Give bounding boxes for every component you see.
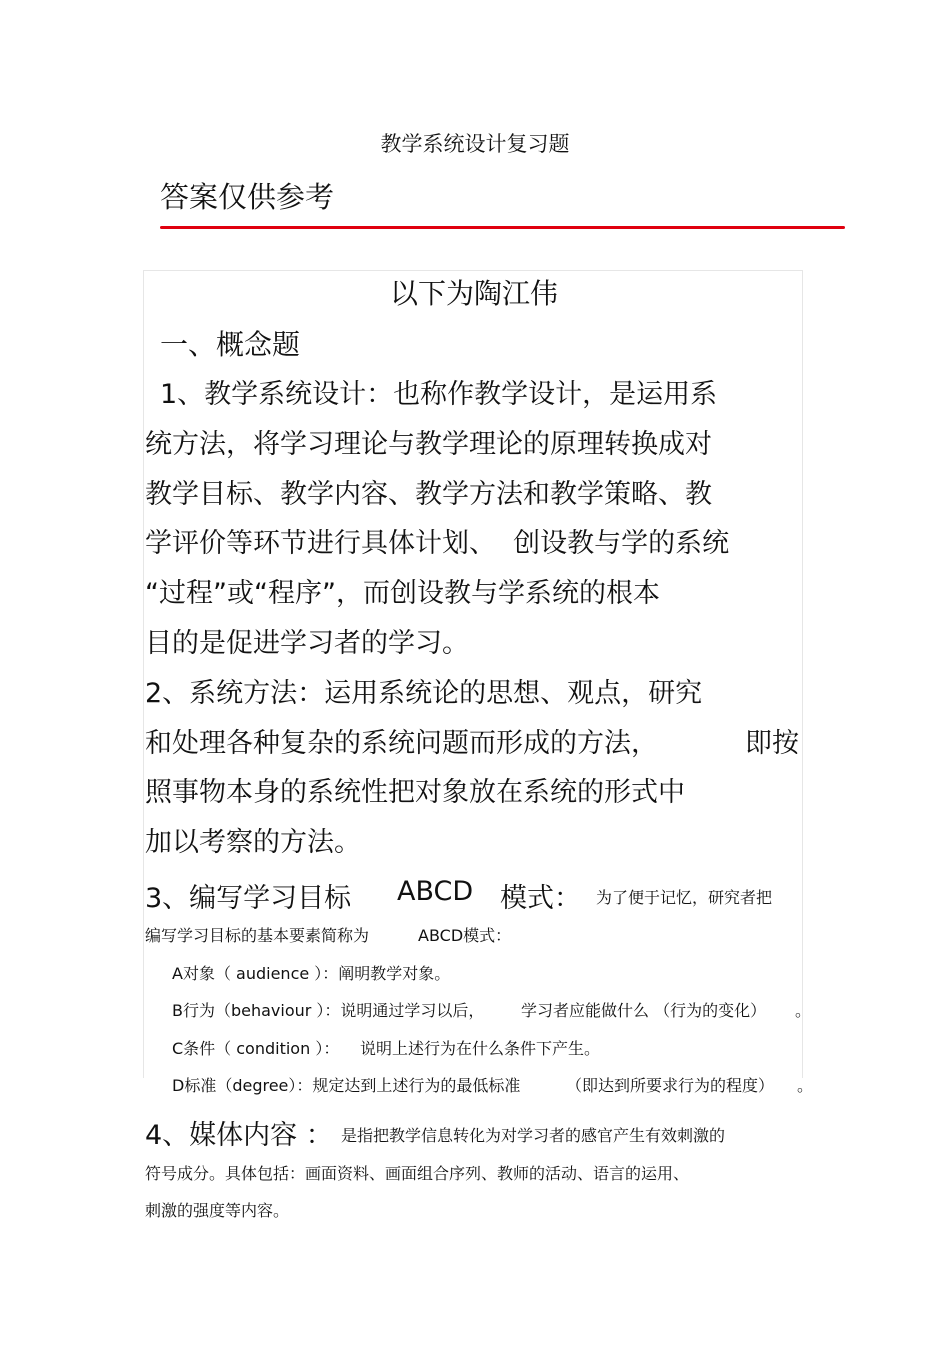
abcd-point-behaviour: B行为（behaviour ）：说明通过学习以后， [172,1001,485,1020]
part-heading: 一、概念题 [160,328,301,361]
item1-line: 1、教学系统设计：也称作教学设计，是运用系 [160,379,718,410]
item3-intro-tail: 为了便于记忆，研究者把 [596,888,773,907]
abcd-point-degree: D标准（degree）：规定达到上述行为的最低标准 [172,1076,521,1095]
item1-line: 学评价等环节进行具体计划、 创设教与学的系统 [145,528,730,559]
item3-heading-c: 模式： [500,883,581,914]
abcd-point-condition-b: 说明上述行为在什么条件下产生。 [360,1039,601,1058]
item1-line: 目的是促进学习者的学习。 [145,628,469,659]
abcd-point-behaviour-c: 。 [795,1001,812,1020]
item2-line-tail: 即按 [745,728,799,759]
section-author-heading: 以下为陶江伟 [389,277,558,310]
item2-line: 加以考察的方法。 [145,827,361,858]
red-divider [160,226,845,229]
item4-heading: 4、媒体内容 ： [145,1120,333,1151]
item3-heading-b: ABCD [397,876,474,907]
item3-heading-a: 3、编写学习目标 [145,883,352,914]
abcd-point-degree-b: （即达到所要求行为的程度） [566,1076,775,1095]
item2-line: 照事物本身的系统性把对象放在系统的形式中 [145,777,685,808]
item1-line: “过程”或“程序”，而创设教与学系统的根本 [145,578,660,609]
item2-line: 和处理各种复杂的系统问题而形成的方法， [145,728,658,759]
abcd-point-degree-c: 。 [797,1076,814,1095]
item1-line: 统方法，将学习理论与教学理论的原理转换成对 [145,429,712,460]
item4-line: 刺激的强度等内容。 [145,1201,290,1220]
abcd-point-behaviour-b: 学习者应能做什么 （行为的变化） [521,1001,767,1020]
item1-line: 教学目标、教学内容、教学方法和教学策略、教 [145,479,712,510]
item2-line: 2、系统方法：运用系统论的思想、观点，研究 [145,678,703,709]
answer-note-heading: 答案仅供参考 [160,180,335,214]
abcd-point-condition: C条件（ condition ）： [172,1039,340,1058]
item3-intro-line2-a: 编写学习目标的基本要素简称为 [145,926,370,945]
item4-line: 符号成分。具体包括：画面资料、画面组合序列、教师的活动、语言的运用、 [145,1164,690,1183]
abcd-point-audience: A对象（ audience ）：阐明教学对象。 [172,964,451,983]
item3-intro-line2-b: ABCD模式： [418,926,512,945]
item4-tail: 是指把教学信息转化为对学习者的感官产生有效刺激的 [341,1126,726,1145]
document-title: 教学系统设计复习题 [380,132,570,156]
